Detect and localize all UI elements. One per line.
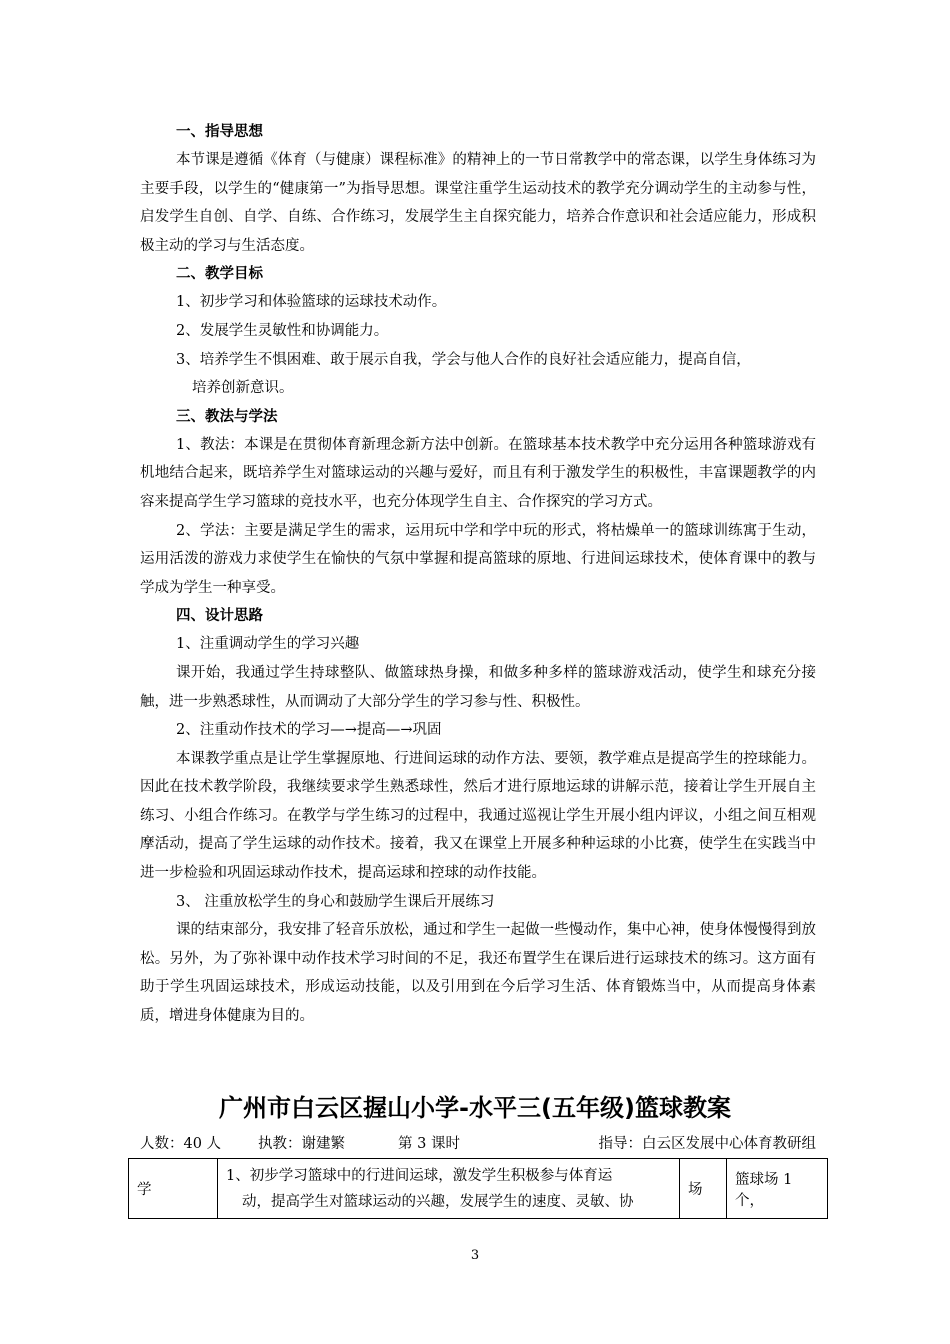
guidance: 指导：白云区发展中心体育教研组 <box>598 1136 816 1152</box>
lesson-plan-table <box>128 1158 828 1219</box>
subheading: 1、注重调动学生的学习兴趣 <box>176 636 360 653</box>
goal-line: 动，提高学生对篮球运动的兴趣，发展学生的速度、灵敏、协 <box>242 1193 634 1210</box>
table-row <box>129 1159 828 1219</box>
page-number: 3 <box>470 1248 480 1263</box>
teacher: 执教：谢建繁 <box>258 1136 345 1152</box>
list-item: 3、培养学生不惧困难、敢于展示自我，学会与他人合作的良好社会适应能力，提高自信， <box>176 351 751 368</box>
section-heading-guiding-thought: 一、指导思想 <box>176 124 263 140</box>
paragraph: 1、教法：本课是在贯彻体育新理念新方法中创新。在篮球基本技术教学中充分运用各种篮球游戏有机地结合起来，既培养学生对篮球运动的兴趣与爱好，而且有利于激发学生的积极性，丰富课题教学的内容来提高学生学习篮球的竞技水平，也充分体现学生自主、合作探究的学习方式。 <box>140 436 816 510</box>
paragraph: 本课教学重点是让学生掌握原地、行进间运球的动作方法、要领，教学难点是提高学生的控球能力。因此在技术教学阶段，我继续要求学生熟悉球性，然后才进行原地运球的讲解示范，接着让学生开展自主练习、小组合作练习。在教学与学生练习的过程中，我通过巡视让学生开展小组内评议，小组之间互相观摩活动，提高了学生运球的动作技术。接着，我又在课堂上开展多种种运球的小比赛，使学生在实践当中进一步检验和巩固运球动作技术，提高运球和控球的动作技能。 <box>140 750 816 882</box>
subheading: 3、 注重放松学生的身心和鼓励学生课后开展练习 <box>176 893 495 910</box>
paragraph: 本节课是遵循《体育（与健康）课程标准》的精神上的一节日常教学中的常态课，以学生身体练习为主要手段，以学生的“健康第一”为指导思想。课堂注重学生运动技术的教学充分调动学生的主动参与性，启发学生自创、自学、自练、合作练习，发展学生主自探究能力，培养合作意识和社会适应能力，形成积极主动的学习与生活态度。 <box>140 152 816 254</box>
table-cell-label: 学 <box>129 1159 218 1219</box>
list-item-continuation: 培养创新意识。 <box>192 380 294 397</box>
list-item: 2、发展学生灵敏性和协调能力。 <box>176 322 389 339</box>
table-cell-goals <box>218 1159 680 1219</box>
section-heading-teaching-goals: 二、教学目标 <box>176 266 263 283</box>
paragraph: 课的结束部分，我安排了轻音乐放松，通过和学生一起做一些慢动作，集中心神，使身体慢慢得到放松。另外，为了弥补课中动作技术学习时间的不足，我还布置学生在课后进行运球技术的练习。这方面有助于学生巩固运球技术，形成运动技能，以及引用到在今后学习生活、体育锻炼当中，从而提高身体素质，增进身体健康为目的。 <box>140 922 816 1025</box>
paragraph: 课开始，我通过学生持球整队、做篮球热身操，和做多种多样的篮球游戏活动，使学生和球充分接触，进一步熟悉球性，从而调动了大部分学生的学习参与性、积极性。 <box>140 664 816 710</box>
section-heading-design: 四、设计思路 <box>176 608 263 625</box>
body-text <box>140 118 816 1031</box>
goal-line: 1、初步学习篮球中的行进间运球，激发学生积极参与体育运 <box>226 1167 613 1184</box>
paragraph: 2、学法：主要是满足学生的需求，运用玩中学和学中玩的形式，将枯燥单一的篮球训练寓于生动，运用活泼的游戏力求使学生在愉快的气氛中掌握和提高篮球的原地、行进间运球技术，使体育课中的教与学成为学生一种享受。 <box>140 522 816 596</box>
subheading: 2、注重动作技术的学习—→提高—→巩固 <box>176 722 442 739</box>
table-cell-venue-label: 场 <box>680 1159 727 1219</box>
student-count: 人数：40 人 <box>140 1136 222 1152</box>
list-item: 1、初步学习和体验篮球的运球技术动作。 <box>176 294 447 311</box>
section-heading-methods: 三、教法与学法 <box>176 408 278 425</box>
lesson-number: 第 3 课时 <box>398 1136 460 1152</box>
table-cell-venue: 篮球场 1 个， <box>727 1159 828 1219</box>
lesson-plan-title: 广州市白云区握山小学-水平三(五年级)篮球教案 <box>219 1094 731 1122</box>
